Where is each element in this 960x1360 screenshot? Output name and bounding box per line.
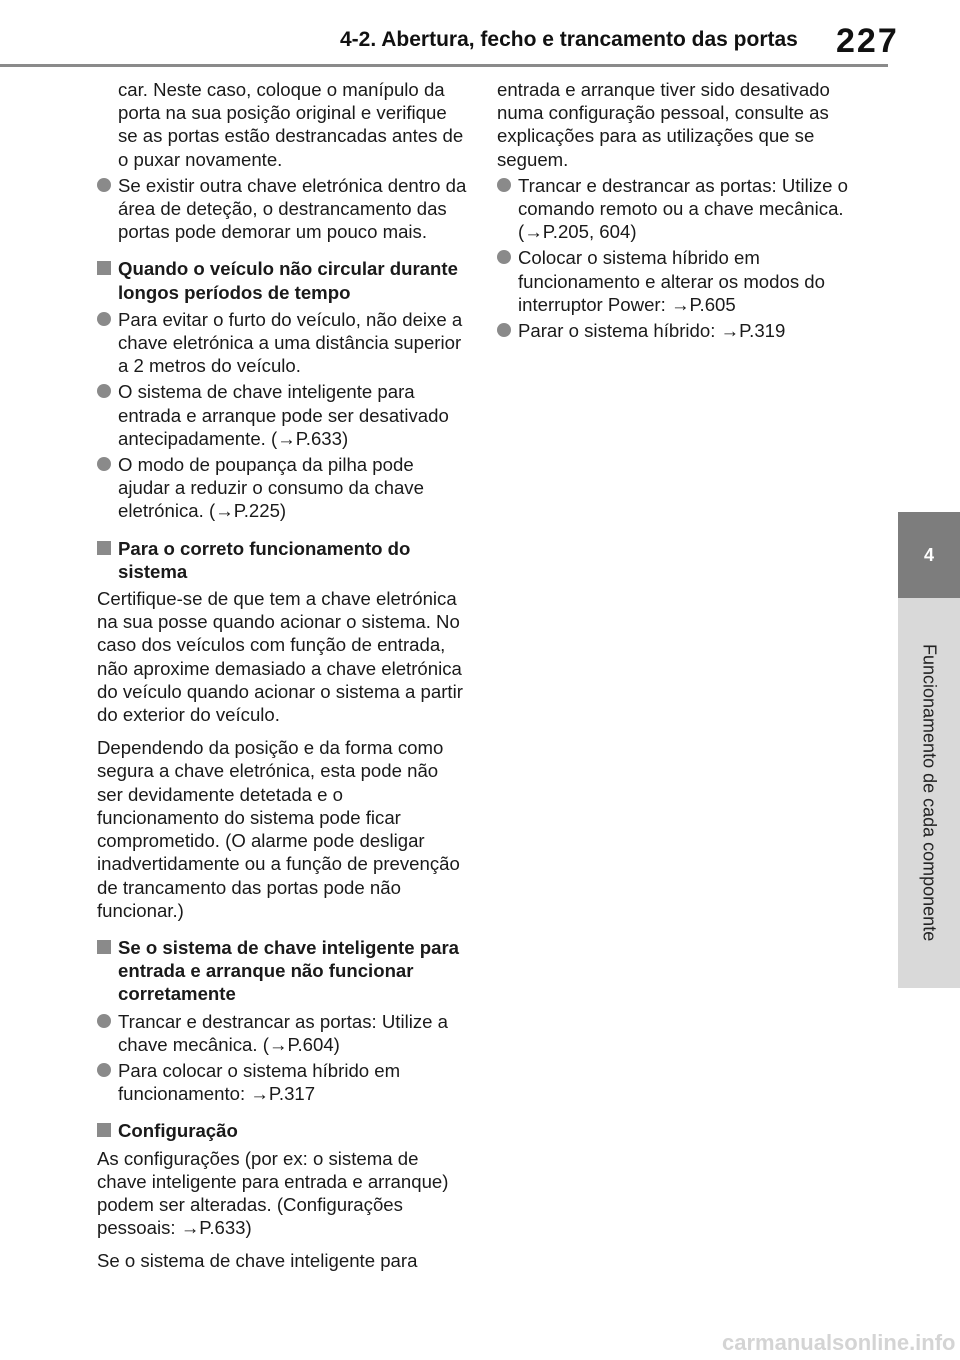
- bullet-text: Se existir outra chave eletrónica dentro da área de deteção, o destrancamento das portas pode demorar um pouco mais.: [118, 174, 467, 243]
- bullet-text: Trancar e destrancar as portas: Utilize o comando remoto ou a chave mecânica. (→P.205, 604): [518, 174, 849, 243]
- continuation-text: entrada e arranque tiver sido desativado numa configuração pessoal, consulte as explicações para as utilizações que se seguem.: [497, 79, 830, 170]
- section-heading: [97, 537, 467, 583]
- list-item: [97, 1059, 467, 1105]
- bullet-text: O sistema de chave inteligente para entrada e arranque pode ser desativado antecipadamente. (→P.633): [118, 381, 449, 449]
- bullet-icon: [97, 384, 111, 398]
- bullet-icon: [497, 178, 511, 192]
- bullet-text: Para colocar o sistema híbrido em funcionamento: →P.317: [118, 1059, 401, 1105]
- section-heading: [97, 1119, 467, 1142]
- bullet-icon: [97, 1014, 111, 1028]
- bullet-text: Trancar e destrancar as portas: Utilize a chave mecânica. (→P.604): [118, 1010, 449, 1055]
- list-item: [97, 380, 467, 450]
- continuation-text: car. Neste caso, coloque o manípulo da porta na sua posição original e verifique se as portas estão destrancadas antes de o puxar novamente.: [118, 79, 464, 170]
- watermark: carmanualsonline.info: [722, 1330, 956, 1355]
- bullet-text: Colocar o sistema híbrido em funcionamento e alterar os modos do interruptor Power: →P.605: [518, 247, 825, 315]
- bullet-text: Para evitar o furto do veículo, não deixe a chave eletrónica a uma distância superior a 2 metros do veículo.: [118, 308, 463, 377]
- bullet-icon: [97, 457, 111, 471]
- paragraph: Certifique-se de que tem a chave eletrónica na sua posse quando acionar o sistema. No caso dos veículos com função de entrada, não aproxime demasiado a chave eletrónica do veículo quando acionar o sistema a partir do exterior do veículo.: [97, 588, 463, 726]
- left-column: [97, 78, 467, 1283]
- square-marker-icon: [97, 541, 111, 555]
- bullet-icon: [97, 312, 111, 326]
- list-item: [497, 174, 867, 244]
- paragraph: As configurações (por ex: o sistema de chave inteligente para entrada e arranque) podem ser alteradas. (Configurações pessoais: →P.633): [97, 1147, 449, 1239]
- heading-text: Se o sistema de chave inteligente para entrada e arranque não funcionar corretamente: [118, 936, 460, 1005]
- bullet-icon: [497, 250, 511, 264]
- list-item: [97, 308, 467, 378]
- list-item: [497, 246, 867, 316]
- bullet-text: O modo de poupança da pilha pode ajudar a reduzir o consumo da chave eletrónica. (→P.225): [118, 454, 424, 522]
- chapter-title-text: Funcionamento de cada componente: [919, 644, 940, 942]
- bullet-icon: [497, 323, 511, 337]
- square-marker-icon: [97, 261, 111, 275]
- list-item: [497, 319, 867, 342]
- right-column: [497, 78, 867, 345]
- header-rule: [0, 64, 888, 67]
- list-item: [97, 174, 467, 244]
- bullet-icon: [97, 1063, 111, 1077]
- list-item: [97, 1010, 467, 1056]
- heading-text: Quando o veículo não circular durante longos períodos de tempo: [118, 258, 458, 303]
- list-item: [97, 453, 467, 523]
- bullet-text: Parar o sistema híbrido: →P.319: [518, 320, 786, 342]
- section-heading: [97, 936, 467, 1006]
- paragraph: Dependendo da posição e da forma como segura a chave eletrónica, esta pode não ser devidamente detetada e o funcionamento do sistema pode ficar comprometido. (O alarme pode desligar inadvertidamente ou a função de prevenção de trancamento das portas pode não funcionar.): [97, 737, 460, 921]
- heading-text: Para o correto funcionamento do sistema: [118, 537, 411, 582]
- chapter-number-tab[interactable]: 4: [898, 512, 960, 598]
- square-marker-icon: [97, 1123, 111, 1137]
- paragraph: Se o sistema de chave inteligente para: [97, 1250, 418, 1272]
- square-marker-icon: [97, 940, 111, 954]
- section-title: 4-2. Abertura, fecho e trancamento das portas: [340, 28, 798, 51]
- heading-text: Configuração: [118, 1120, 238, 1142]
- page-number: 227: [836, 22, 899, 60]
- bullet-icon: [97, 178, 111, 192]
- chapter-title-label: [898, 598, 960, 988]
- section-heading: [97, 257, 467, 303]
